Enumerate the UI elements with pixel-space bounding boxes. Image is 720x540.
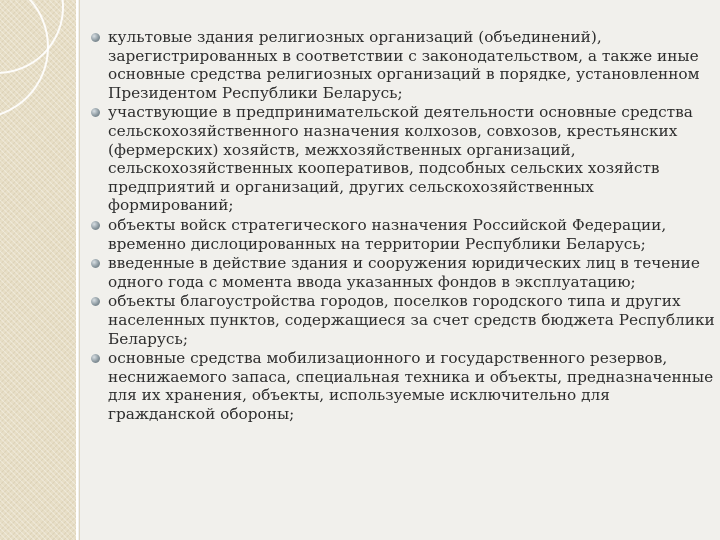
bullet-icon <box>91 33 100 42</box>
list-item <box>90 28 716 102</box>
bullet-icon <box>91 259 100 268</box>
bullet-icon <box>91 108 100 117</box>
list-item-text: культовые здания религиозных организаций (объединений), зарегистрированных в соответствии с законодательством, а также иные основные средства религиозных организаций в порядке, установленном Президентом Республики Беларусь; <box>108 28 700 102</box>
decorative-arc <box>0 0 49 119</box>
list-item-text: объекты войск стратегического назначения Российской Федерации, временно дислоцированных на территории Республики Беларусь; <box>108 215 667 253</box>
bullet-icon <box>91 221 100 230</box>
list-item-text: объекты благоустройства городов, поселков городского типа и других населенных пунктов, содержащиеся за счет средств бюджета Республики Беларусь; <box>108 292 715 348</box>
list-item <box>90 254 716 291</box>
band-divider <box>79 0 80 540</box>
bullet-icon <box>91 354 100 363</box>
decorative-left-band <box>0 0 76 540</box>
list-item <box>90 216 716 253</box>
list-item <box>90 292 716 348</box>
bullet-icon <box>91 297 100 306</box>
band-divider <box>76 0 78 540</box>
list-item-text: участвующие в предпринимательской деятельности основные средства сельскохозяйственного назначения колхозов, совхозов, крестьянских (фермерских) хозяйств, межхозяйственных организаций, сельскохозяйственных кооперативов, подсобных сельских хозяйств предприятий и организаций, других сельскохозяйственных формирований; <box>108 103 693 215</box>
list-item-text: введенные в действие здания и сооружения юридических лиц в течение одного года с момента ввода указанных фондов в эксплуатацию; <box>108 254 700 291</box>
bullet-list <box>90 28 716 424</box>
list-item-text: основные средства мобилизационного и государственного резервов, неснижаемого запаса, специальная техника и объекты, предназначенные для их хранения, объекты, используемые исключительно для гражданской обороны; <box>108 349 714 423</box>
list-item <box>90 103 716 215</box>
list-item <box>90 349 716 423</box>
